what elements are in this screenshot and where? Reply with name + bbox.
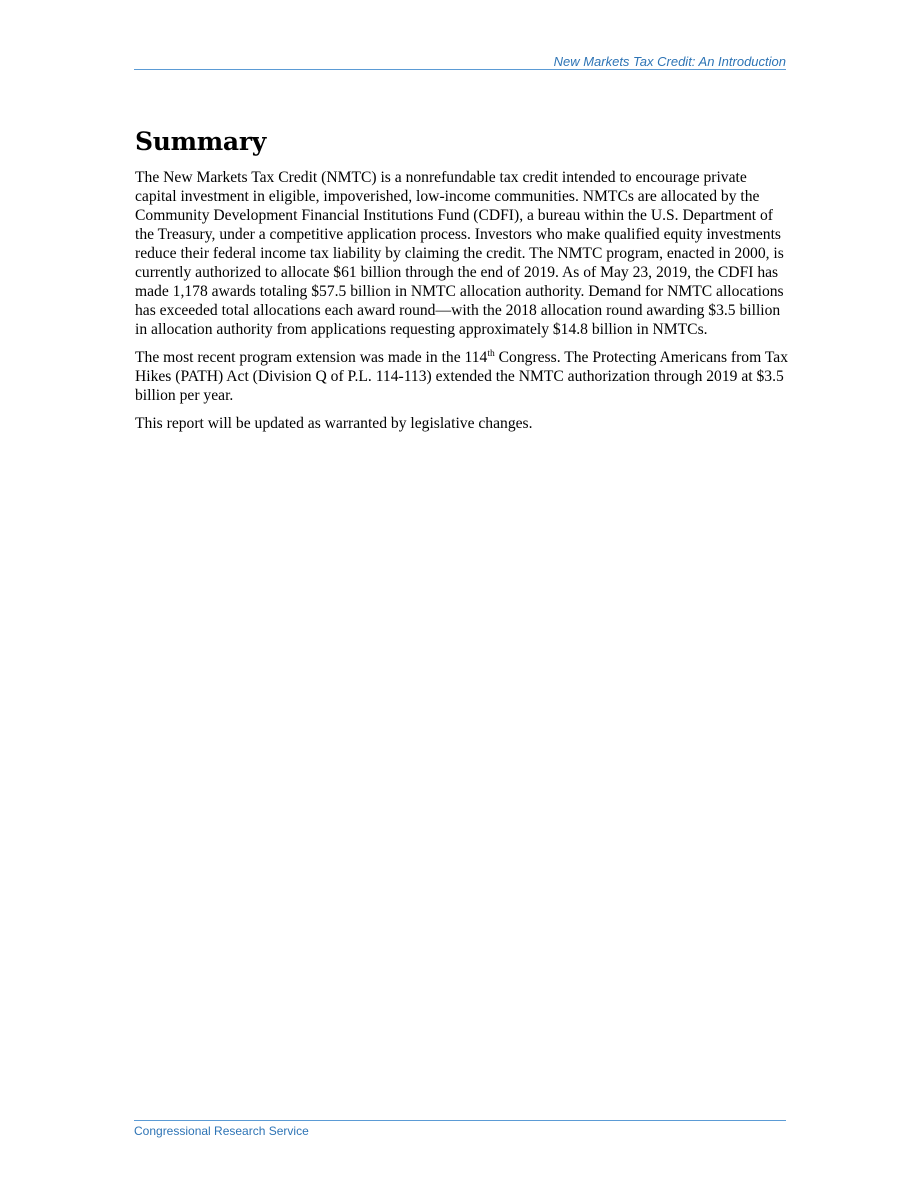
report-title: New Markets Tax Credit: An Introduction xyxy=(553,54,786,69)
ordinal-suffix: th xyxy=(487,349,495,359)
paragraph-text-end: Congress. The Protecting Americans from Tax Hikes (PATH) Act (Division Q of P.L. 114-113) extended the NMTC authorization through 2019 at $3.5 billion per year. xyxy=(135,349,789,404)
publisher-name: Congressional Research Service xyxy=(134,1124,309,1138)
summary-paragraph-1: The New Markets Tax Credit (NMTC) is a nonrefundable tax credit intended to encourage private capital investment in eligible, impoverished, low-income communities. NMTCs are allocated by the Community Development Financial Institutions Fund (CDFI), a bureau within the U.S. Department of the Treasury, under a competitive application process. Investors who make qualified equity investments reduce their federal income tax liability by claiming the credit. The NMTC program, enacted in 2000, is currently authorized to allocate $61 billion through the end of 2019. As of May 23, 2019, the CDFI has made 1,178 awards totaling $57.5 billion in NMTC allocation authority. Demand for NMTC allocations has exceeded total allocations each award round—with the 2018 allocation round awarding $3.5 billion in allocation authority from applications requesting approximately $14.8 billion in NMTCs. xyxy=(135,169,784,338)
paragraph-text-start: The most recent program extension was made in the 114 xyxy=(135,349,488,366)
running-footer xyxy=(134,1120,786,1138)
section-heading: Summary xyxy=(135,127,266,156)
summary-paragraph-2 xyxy=(135,348,790,405)
summary-section xyxy=(135,122,790,442)
running-header xyxy=(134,54,786,70)
summary-paragraph-3: This report will be updated as warranted by legislative changes. xyxy=(135,415,533,432)
